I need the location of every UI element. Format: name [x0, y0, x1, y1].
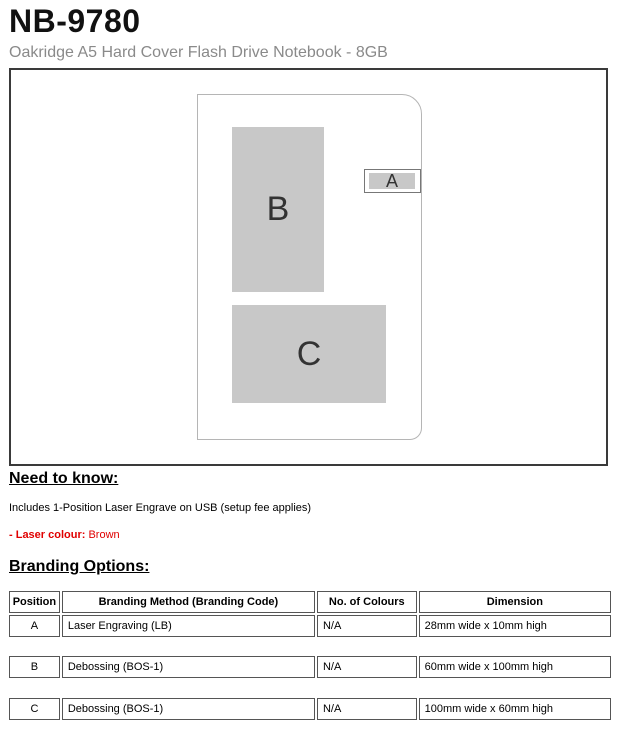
- info-text: Includes 1-Position Laser Engrave on USB (setup fee applies): [9, 502, 312, 514]
- column-header-dimension: Dimension: [419, 591, 611, 613]
- table-row: [9, 698, 611, 720]
- notebook-outline: [197, 94, 422, 440]
- dimension-cell: 60mm wide x 100mm high: [419, 656, 611, 678]
- branding-zone-a: A: [369, 173, 415, 189]
- table-row: [9, 656, 611, 678]
- table-header-row: [9, 591, 611, 613]
- dimension-cell: 28mm wide x 10mm high: [419, 615, 611, 637]
- table-row: [9, 615, 611, 637]
- laser-colour-label: - Laser colour:: [9, 529, 86, 541]
- column-header-position: Position: [9, 591, 60, 613]
- dimension-cell: 100mm wide x 60mm high: [419, 698, 611, 720]
- column-header-method: Branding Method (Branding Code): [62, 591, 315, 613]
- column-header-colours: No. of Colours: [317, 591, 417, 613]
- position-cell: A: [9, 615, 60, 637]
- method-cell: Debossing (BOS-1): [62, 698, 315, 720]
- laser-colour-line: [9, 529, 120, 541]
- colours-cell: N/A: [317, 615, 417, 637]
- need-to-know-heading: Need to know:: [9, 470, 119, 487]
- laser-colour-value: Brown: [88, 529, 120, 541]
- position-cell: B: [9, 656, 60, 678]
- branding-zone-b: B: [232, 127, 324, 292]
- branding-options-heading: Branding Options:: [9, 558, 150, 575]
- method-cell: Debossing (BOS-1): [62, 656, 315, 678]
- method-cell: Laser Engraving (LB): [62, 615, 315, 637]
- colours-cell: N/A: [317, 698, 417, 720]
- usb-drive-outline: [364, 169, 421, 193]
- colours-cell: N/A: [317, 656, 417, 678]
- product-name-subtitle: Oakridge A5 Hard Cover Flash Drive Notebook - 8GB: [9, 44, 388, 61]
- product-code-title: NB-9780: [9, 3, 141, 39]
- branding-diagram: [9, 68, 608, 466]
- branding-zone-c: C: [232, 305, 386, 403]
- position-cell: C: [9, 698, 60, 720]
